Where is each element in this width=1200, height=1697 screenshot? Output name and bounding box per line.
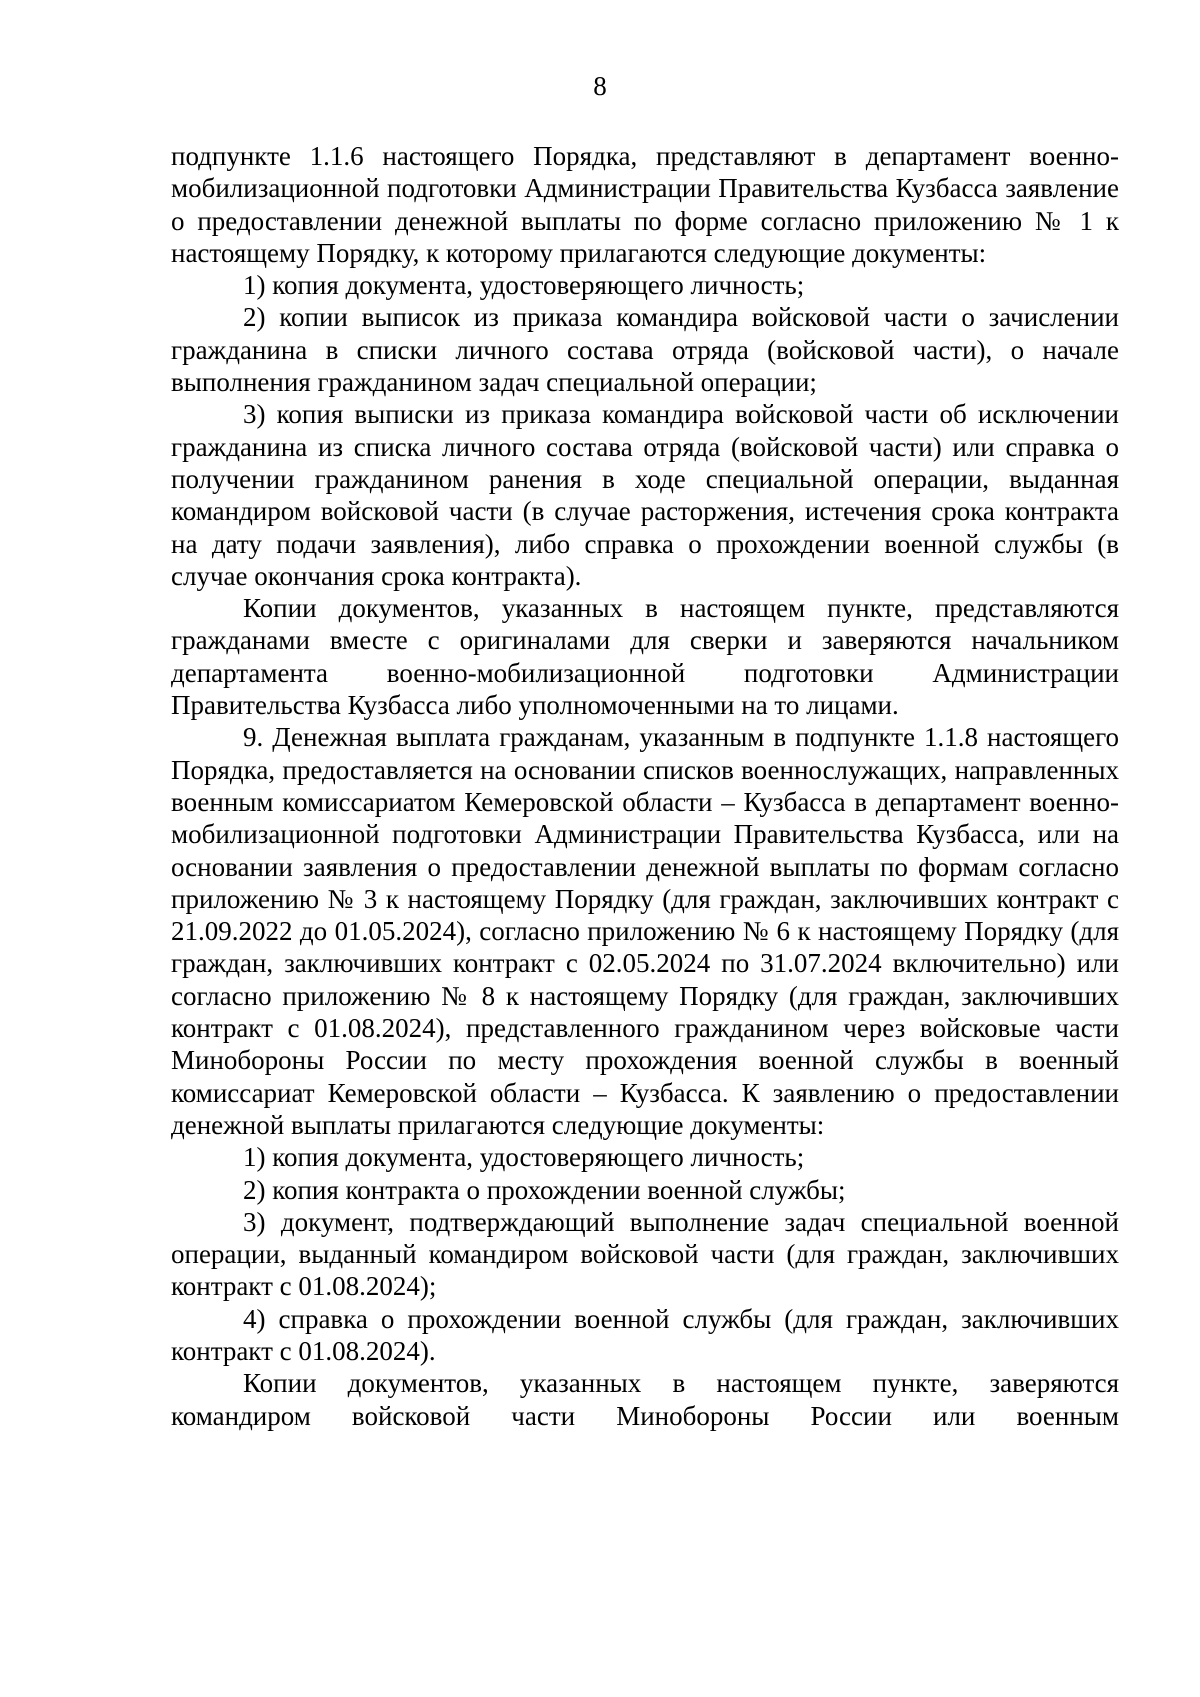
paragraph-copies-certification: Копии документов, указанных в настоящем пункте, представляются гражданами вместе с оригиналами для сверки и заверяются начальником департамента военно-мобилизационной подготовки Администрации Правительства Кузбасса либо уполномоченными на то лицами. (171, 593, 1119, 721)
list-item-order-extracts: 2) копии выписок из приказа командира войсковой части о зачислении гражданина в списки личного состава отряда (войсковой части), о начале выполнения гражданином задач специальной операции; (171, 302, 1119, 398)
list-item-service-certificate: 4) справка о прохождении военной службы (для граждан, заключивших контракт с 01.08.2024). (171, 1303, 1119, 1366)
page-number: 8 (593, 71, 607, 101)
list-item-identity-copy-2: 1) копия документа, удостоверяющего личность; (243, 1142, 805, 1173)
list-item-exclusion-extract: 3) копия выписки из приказа командира войсковой части об исключении гражданина из списка личного состава отряда (войсковой части) или справка о получении гражданином ранения в ходе специальной операции, выданная командиром войсковой части (в случае расторжения, истечения срока контракта на дату подачи заявления), либо справка о прохождении военной службы (в случае окончания срока контракта). (171, 399, 1119, 591)
list-item-contract-copy: 2) копия контракта о прохождении военной службы; (243, 1174, 846, 1205)
list-item-identity-copy: 1) копия документа, удостоверяющего личность; (243, 270, 805, 301)
paragraph-item-9: 9. Денежная выплата гражданам, указанным в подпункте 1.1.8 настоящего Порядка, предоставляется на основании списков военнослужащих, направленных военным комиссариатом Кемеровской области – Кузбасса в департамент военно-мобилизационной подготовки Администрации Правительства Кузбасса, или на основании заявления о предоставлении денежной выплаты по формам согласно приложению № 3 к настоящему Порядку (для граждан, заключивших контракт с 21.09.2022 до 01.05.2024), согласно приложению № 6 к настоящему Порядку (для граждан, заключивших контракт с 02.05.2024 по 31.07.2024 включительно) или согласно приложению № 8 к настоящему Порядку (для граждан, заключивших контракт с 01.08.2024), представленного гражданином через войсковые части Минобороны России по месту прохождения военной службы в военный комиссариат Кемеровской области – Кузбасса. К заявлению о предоставлении денежной выплаты прилагаются следующие документы: (171, 722, 1119, 1140)
paragraph-continuation: подпункте 1.1.6 настоящего Порядка, представляют в департамент военно-мобилизационной подготовки Администрации Правительства Кузбасса заявление о предоставлении денежной выплаты по форме согласно приложению № 1 к настоящему Порядку, к которому прилагаются следующие документы: (171, 141, 1119, 268)
document-body (171, 140, 1119, 1432)
list-item-task-document: 3) документ, подтверждающий выполнение задач специальной военной операции, выданный командиром войсковой части (для граждан, заключивших контракт с 01.08.2024); (171, 1206, 1119, 1302)
paragraph-copies-commander: Копии документов, указанных в настоящем пункте, заверяются командиром войсковой части Минобороны России или военным (171, 1368, 1119, 1431)
